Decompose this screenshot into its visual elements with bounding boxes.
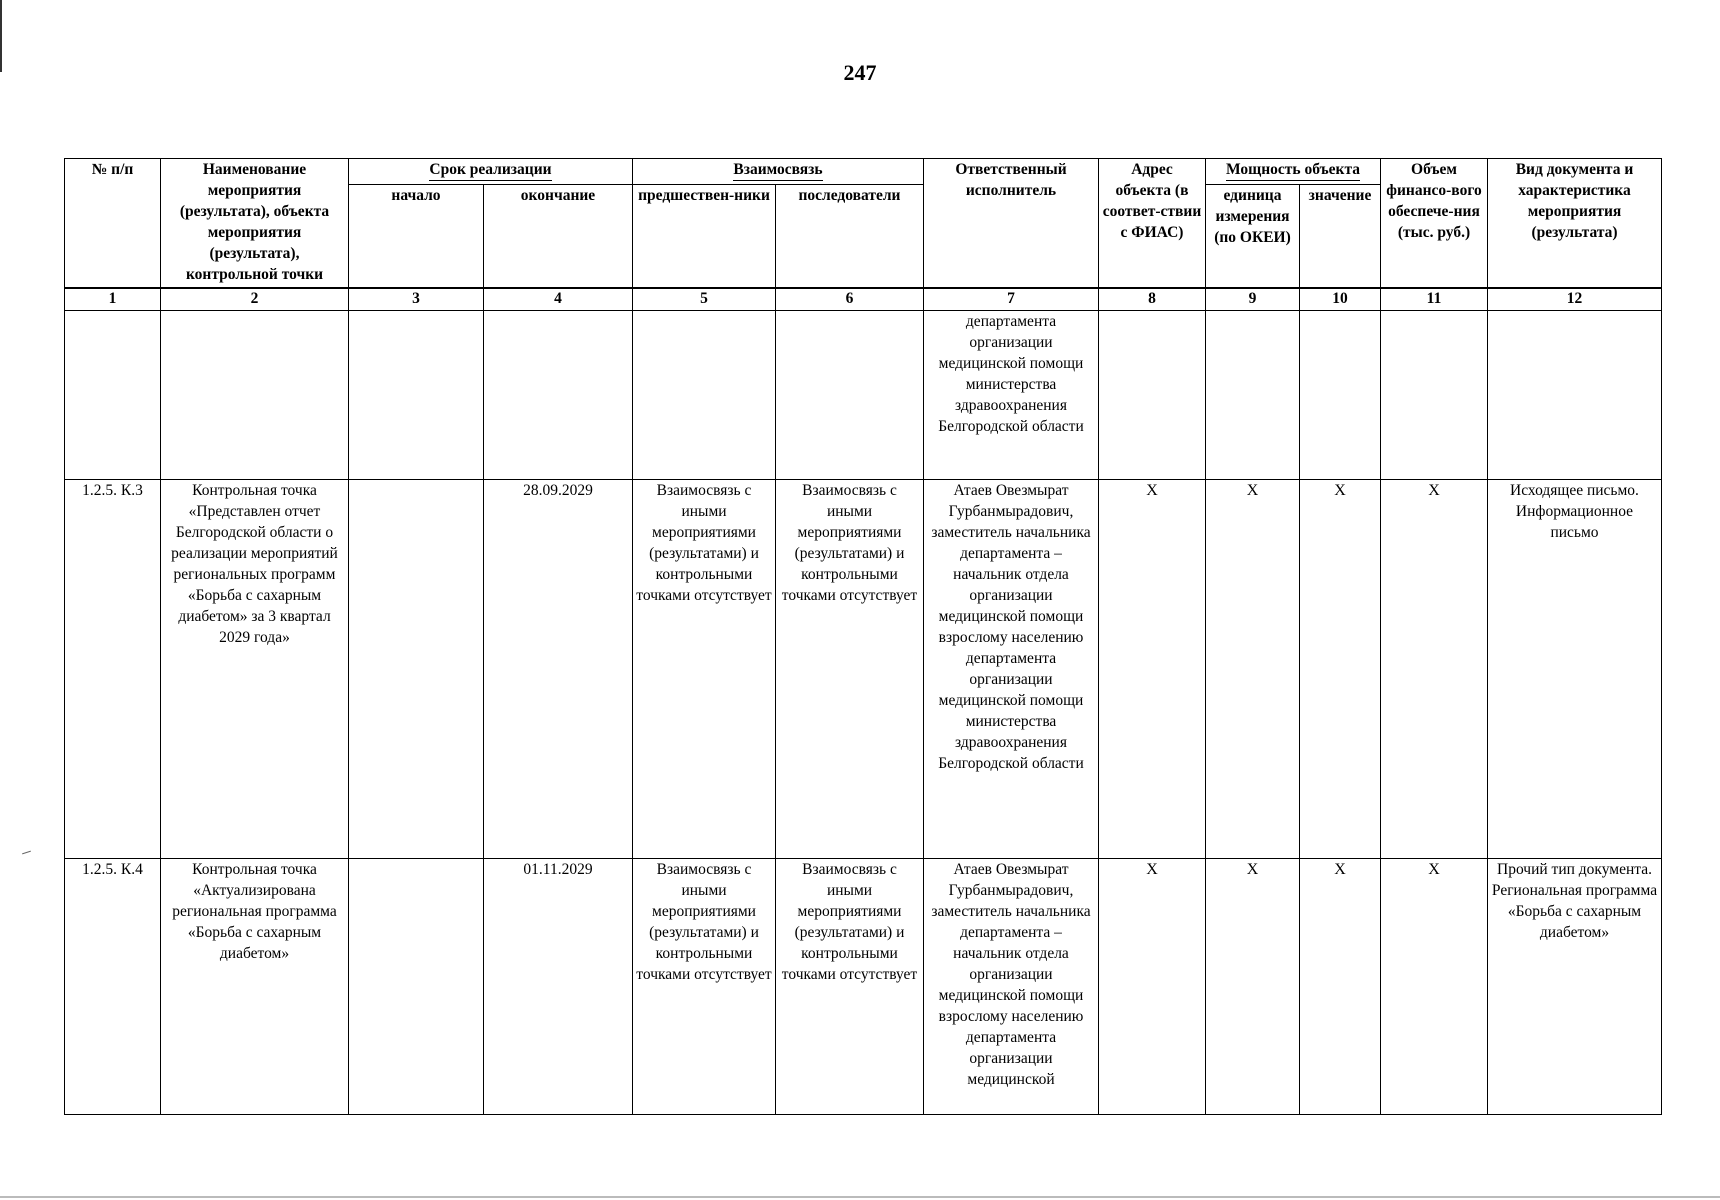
header-group-capacity: Мощность объекта	[1206, 159, 1381, 185]
row-responsible: Атаев Овезмырат Гурбанмырадович, заместитель начальника департамента – начальник отдела организации медицинской помощи взрослому населению департамента организации медицинской	[924, 858, 1099, 1114]
row-funding: Х	[1381, 858, 1488, 1114]
column-number: 7	[924, 288, 1099, 311]
row-value: Х	[1300, 858, 1381, 1114]
row-address: Х	[1099, 479, 1206, 858]
column-number: 12	[1488, 288, 1662, 311]
column-number: 4	[484, 288, 633, 311]
table-row	[65, 858, 1662, 1114]
header-responsible: Ответственный исполнитель	[924, 159, 1099, 288]
row-code	[65, 310, 161, 479]
scan-mark	[22, 851, 31, 855]
row-name: Контрольная точка «Актуализирована региональная программа «Борьба с сахарным диабетом»	[161, 858, 349, 1114]
row-predecessors: Взаимосвязь с иными мероприятиями (результатами) и контрольными точками отсутствует	[633, 479, 776, 858]
header-name: Наименование мероприятия (результата), объекта мероприятия (результата), контрольной точки	[161, 159, 349, 288]
header-funding: Объем финансо-вого обеспече-ния (тыс. руб.)	[1381, 159, 1488, 288]
column-number: 8	[1099, 288, 1206, 311]
column-number: 2	[161, 288, 349, 311]
column-number: 5	[633, 288, 776, 311]
table-row	[65, 479, 1662, 858]
row-doc-type	[1488, 310, 1662, 479]
row-predecessors: Взаимосвязь с иными мероприятиями (результатами) и контрольными точками отсутствует	[633, 858, 776, 1114]
header-unit: единица измерения (по ОКЕИ)	[1206, 185, 1300, 288]
column-number-row	[65, 288, 1662, 311]
page-number: 247	[843, 60, 877, 85]
row-end: 01.11.2029	[484, 858, 633, 1114]
column-number: 6	[776, 288, 924, 311]
column-number: 3	[349, 288, 484, 311]
row-end: 28.09.2029	[484, 479, 633, 858]
header-predecessors: предшествен-ники	[633, 185, 776, 288]
row-value: Х	[1300, 479, 1381, 858]
bottom-scan-edge	[0, 1196, 1720, 1198]
header-num: № п/п	[65, 159, 161, 288]
row-successors: Взаимосвязь с иными мероприятиями (результатами) и контрольными точками отсутствует	[776, 858, 924, 1114]
row-funding	[1381, 310, 1488, 479]
row-responsible: департамента организации медицинской помощи министерства здравоохранения Белгородской области	[924, 310, 1099, 479]
row-start	[349, 858, 484, 1114]
header-successors: последователи	[776, 185, 924, 288]
row-successors	[776, 310, 924, 479]
row-value	[1300, 310, 1381, 479]
header-value: значение	[1300, 185, 1381, 288]
plan-table	[64, 158, 1662, 1115]
header-doc-type: Вид документа и характеристика мероприятия (результата)	[1488, 159, 1662, 288]
header-end: окончание	[484, 185, 633, 288]
row-successors: Взаимосвязь с иными мероприятиями (результатами) и контрольными точками отсутствует	[776, 479, 924, 858]
row-name	[161, 310, 349, 479]
row-address	[1099, 310, 1206, 479]
row-doc-type: Прочий тип документа. Региональная программа «Борьба с сахарным диабетом»	[1488, 858, 1662, 1114]
row-code: 1.2.5. К.4	[65, 858, 161, 1114]
row-funding: Х	[1381, 479, 1488, 858]
row-address: Х	[1099, 858, 1206, 1114]
row-unit	[1206, 310, 1300, 479]
column-number: 1	[65, 288, 161, 311]
row-end	[484, 310, 633, 479]
row-start	[349, 479, 484, 858]
column-number: 9	[1206, 288, 1300, 311]
header-start: начало	[349, 185, 484, 288]
row-name: Контрольная точка «Представлен отчет Белгородской области о реализации мероприятий региональных программ «Борьба с сахарным диабетом» за 3 квартал 2029 года»	[161, 479, 349, 858]
header-address: Адрес объекта (в соответ-ствии с ФИАС)	[1099, 159, 1206, 288]
row-code: 1.2.5. К.3	[65, 479, 161, 858]
row-unit: Х	[1206, 858, 1300, 1114]
row-doc-type: Исходящее письмо. Информационное письмо	[1488, 479, 1662, 858]
column-number: 10	[1300, 288, 1381, 311]
header-group-term: Срок реализации	[349, 159, 633, 185]
table-row	[65, 310, 1662, 479]
row-start	[349, 310, 484, 479]
header-group-link: Взаимосвязь	[633, 159, 924, 185]
header-row	[65, 159, 1662, 185]
row-unit: Х	[1206, 479, 1300, 858]
row-responsible: Атаев Овезмырат Гурбанмырадович, заместитель начальника департамента – начальник отдела организации медицинской помощи взрослому населению департамента организации медицинской помощи министерства здравоохранения Белгородской области	[924, 479, 1099, 858]
column-number: 11	[1381, 288, 1488, 311]
row-predecessors	[633, 310, 776, 479]
